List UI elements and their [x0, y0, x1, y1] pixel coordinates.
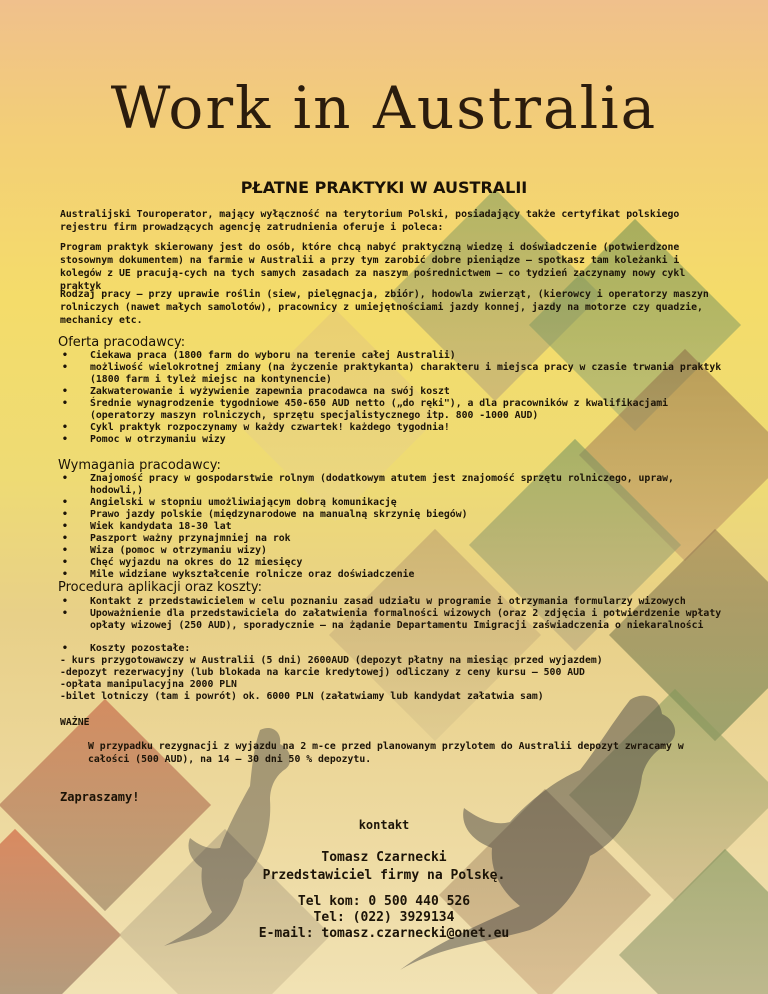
list-item: • Znajomość pracy w gospodarstwie rolnym (dodatkowym atutem jest znajomość sprzętu rolniczego, upraw, hodowli,) — [58, 473, 728, 497]
list-item: • Wiza (pomoc w otrzymaniu wizy) — [58, 545, 728, 557]
cost-line: -bilet lotniczy (tam i powrót) ok. 6000 PLN (załatwiamy lub kandydat załatwia sam) — [60, 691, 544, 702]
contact-phone-mobile: Tel kom: 0 500 440 526 — [297, 894, 471, 909]
offer-heading: Oferta pracodawcy: — [58, 335, 186, 350]
intro-paragraph-1: Australijski Touroperator, mający wyłączność na terytorium Polski, posiadający także certyfikat polskiego rejestru firm prowadzących agencję zatrudnienia oferuje i poleca: — [60, 209, 680, 233]
intro-paragraph-3: Rodzaj pracy – przy uprawie roślin (siew, pielęgnacja, zbiór), hodowla zwierząt, (kierowcy i operatorzy maszyn rolniczych (nawet małych samolotów), pracownicy z umiejętnościami jazdy konnej, jazdy na motorze czy quadzie, mechanicy etc. — [60, 289, 709, 326]
list-item: • Cykl praktyk rozpoczynamy w każdy czwartek! każdego tygodnia! — [58, 422, 728, 434]
important-heading: WAŻNE — [60, 717, 90, 728]
contact-name: Tomasz Czarnecki — [321, 850, 447, 865]
list-item: • Pomoc w otrzymaniu wizy — [58, 434, 728, 446]
requirements-list — [58, 473, 728, 581]
contact-role: Przedstawiciel firmy na Polskę. — [262, 868, 506, 883]
list-item: • Kontakt z przedstawicielem w celu poznaniu zasad udziału w programie i otrzymania formularzy wizowych — [58, 596, 728, 608]
contact-phone: Tel: (022) 3929134 — [313, 910, 455, 925]
costs-block — [60, 643, 720, 703]
list-item: • Prawo jazdy polskie (międzynarodowe na manualną skrzynię biegów) — [58, 509, 728, 521]
list-item: • Upoważnienie dla przedstawiciela do załatwienia formalności wizowych (oraz 2 zdjęcia i potwierdzenie wpłaty opłaty wizowej (250 AUD), sporadycznie – na żądanie Departamentu Imigracji zaświadczenia o niekaralności — [58, 608, 728, 632]
cost-line: - kurs przygotowawczy w Australii (5 dni) 2600AUD (depozyt płatny na miesiąc przed wyjazdem) — [60, 655, 603, 666]
list-item: • Angielski w stopniu umożliwiającym dobrą komunikację — [58, 497, 728, 509]
list-item: • Średnie wynagrodzenie tygodniowe 450-650 AUD netto („do ręki"), a dla pracowników z kwalifikacjami (operatorzy maszyn rolniczych, sprzętu specjalistycznego itp. 800 -1000 AUD) — [58, 398, 728, 422]
intro-paragraph-2: Program praktyk skierowany jest do osób, które chcą nabyć praktyczną wiedzę i doświadczenie (potwierdzone stosownym dokumentem) na farmie w Australii a przy tym zarobić dobre pieniądze – spotkasz tam koleżanki i kolegów z UE pracują-cych na tych samych zasadach za naszym pośrednictwem – co tydzień zaczynamy nowy cykl praktyk — [60, 242, 686, 292]
closing-text: Zapraszamy! — [60, 790, 140, 804]
procedure-heading: Procedura aplikacji oraz koszty: — [58, 580, 262, 595]
list-item: • Ciekawa praca (1800 farm do wyboru na terenie całej Australii) — [58, 350, 728, 362]
list-item: • Zakwaterowanie i wyżywienie zapewnia pracodawca na swój koszt — [58, 386, 728, 398]
cost-line: -opłata manipulacyjna 2000 PLN — [60, 679, 237, 690]
contact-heading: kontakt — [358, 818, 410, 832]
offer-list — [58, 350, 728, 446]
list-item: • Chęć wyjazdu na okres do 12 miesięcy — [58, 557, 728, 569]
list-item: • Wiek kandydata 18-30 lat — [58, 521, 728, 533]
list-item: • możliwość wielokrotnej zmiany (na życzenie praktykanta) charakteru i miejsca pracy w czasie trwania praktyk (1800 farm i tyleż miejsc na kontynencie) — [58, 362, 728, 386]
costs-heading: • Koszty pozostałe: — [60, 643, 720, 655]
contact-email[interactable]: E-mail: tomasz.czarnecki@onet.eu — [258, 926, 510, 941]
cost-line: -depozyt rezerwacyjny (lub blokada na karcie kredytowej) odliczany z ceny kursu – 500 AUD — [60, 667, 585, 678]
important-text: W przypadku rezygnacji z wyjazdu na 2 m-ce przed planowanym przylotem do Australii depozyt zwracamy w całości (500 AUD), na 14 – 30 dni 50 % depozytu. — [88, 741, 684, 765]
list-item: • Paszport ważny przynajmniej na rok — [58, 533, 728, 545]
procedure-list — [58, 596, 728, 632]
page-title: Work in Australia — [110, 74, 658, 142]
requirements-heading: Wymagania pracodawcy: — [58, 458, 221, 473]
list-item: • Mile widziane wykształcenie rolnicze oraz doświadczenie — [58, 569, 728, 581]
page-subtitle: PŁATNE PRAKTYKI W AUSTRALII — [240, 178, 528, 197]
